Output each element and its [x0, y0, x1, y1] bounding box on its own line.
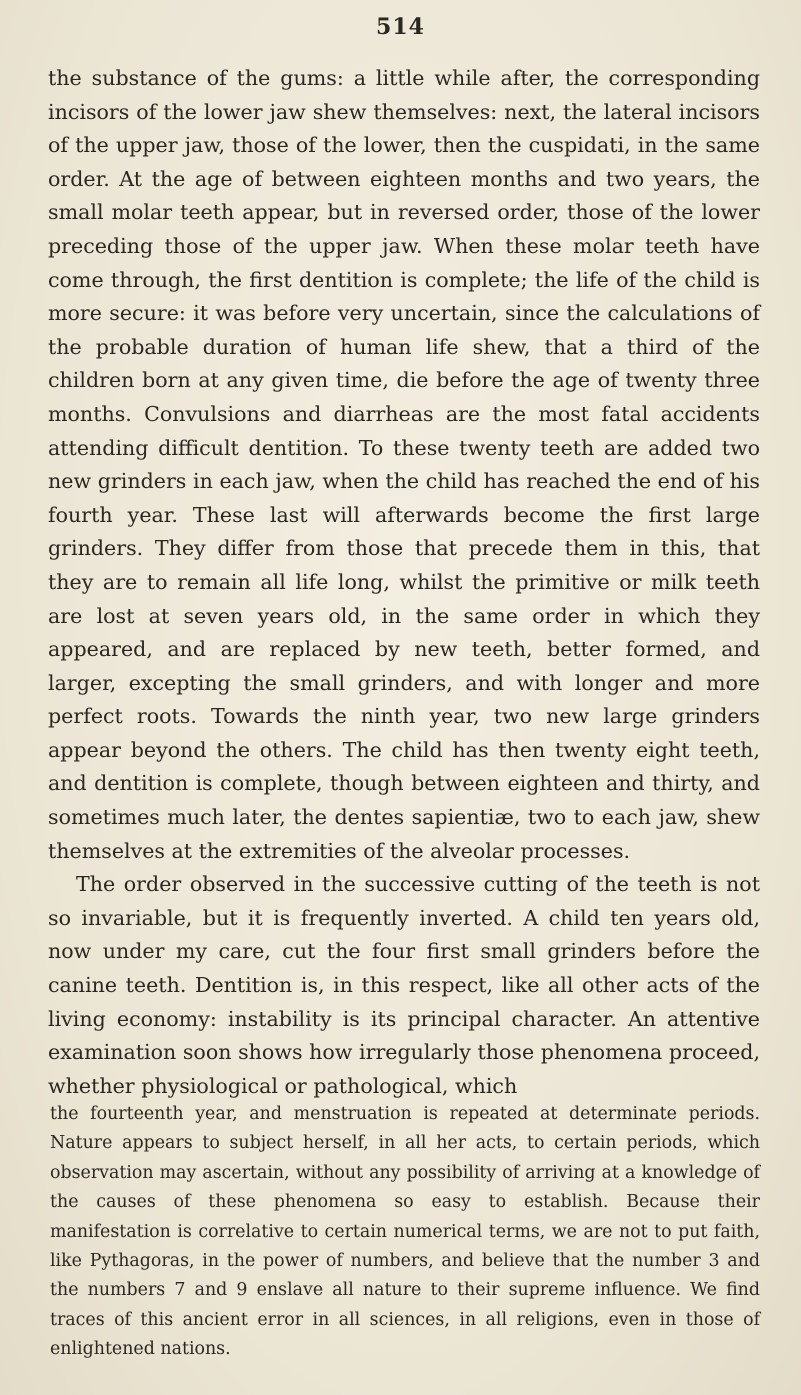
paragraph-dentition-sequence: the substance of the gums: a little while after, the corresponding incisors of the lower jaw shew themselves: next, the lateral incisors of the upper jaw, those of the lower, then the cuspidati, in the same order. At the age of between eighteen months and two years, the small molar teeth appear, but in reversed order, those of the lower preceding those of the upper jaw. When these molar teeth have come through, the first dentition is complete; the life of the child is more secure: it was before very uncertain, since the calculations of the probable duration of human life shew, that a third of the children born at any given time, die before the age of twenty three months. Convulsions and diarrheas are the most fatal accidents attending difficult dentition. To these twenty teeth are added two new grinders in each jaw, when the child has reached the end of his fourth year. These last will afterwards become the first large grinders. They differ from those that precede them in this, that they are to remain all life long, whilst the primitive or milk teeth are lost at seven years old, in the same order in which they appeared, and are replaced by new teeth, better formed, and larger, excepting the small grinders, and with longer and more perfect roots. Towards the ninth year, two new large grinders appear beyond the others. The child has then twenty eight teeth, and dentition is complete, though between eighteen and thirty, and sometimes much later, the dentes sapientiæ, two to each jaw, shew themselves at the extremities of the alveolar processes. [48, 66, 760, 863]
footnote-text: the fourteenth year, and menstruation is repeated at determinate periods. Nature appears to subject herself, in all her acts, to certain periods, which observation may ascertain, without any possibility of arriving at a knowledge of the causes of these phenomena so easy to establish. Because their manifestation is correlative to certain numerical terms, we are not to put faith, like Pythagoras, in the power of numbers, and believe that the number 3 and the numbers 7 and 9 enslave all nature to their supreme influence. We find traces of this ancient error in all sciences, in all religions, even in those of enlightened nations. [50, 1104, 760, 1360]
footnote [50, 1100, 760, 1365]
main-text [48, 62, 760, 1103]
paragraph-order-of-cutting: The order observed in the successive cutting of the teeth is not so invariable, but it is frequently inverted. A child ten years old, now under my care, cut the four first small grinders before the canine teeth. Dentition is, in this respect, like all other acts of the living economy: instability is its principal character. An attentive examination soon shows how irregularly those phenomena proceed, whether physiological or pathological, which [48, 872, 760, 1098]
page-number: 514 [376, 14, 425, 40]
